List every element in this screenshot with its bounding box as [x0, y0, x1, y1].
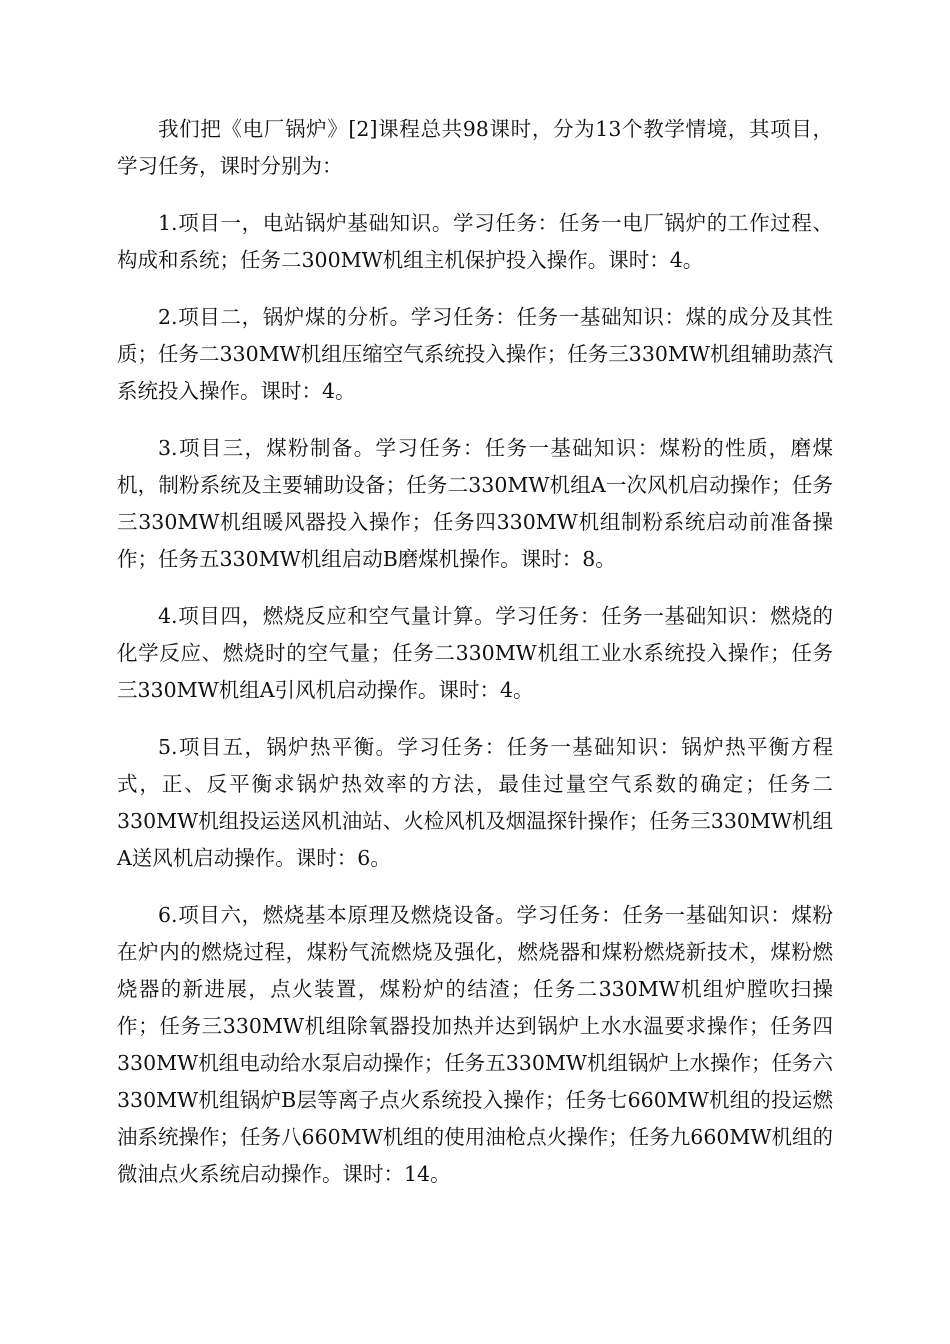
intro-paragraph: 我们把《电厂锅炉》[2]课程总共98课时，分为13个教学情境，其项目，学习任务，课时分别为：: [117, 117, 833, 178]
project-6-paragraph: 6.项目六，燃烧基本原理及燃烧设备。学习任务：任务一基础知识：煤粉在炉内的燃烧过程，煤粉气流燃烧及强化，燃烧器和煤粉燃烧新技术，煤粉燃烧器的新进展，点火装置，煤粉炉的结渣；任务二330MW机组炉膛吹扫操作；任务三330MW机组除氧器投加热并达到锅炉上水水温要求操作；任务四330MW机组电动给水泵启动操作；任务五330MW机组锅炉上水操作；任务六330MW机组锅炉B层等离子点火系统投入操作；任务七660MW机组的投运燃油系统操作；任务八660MW机组的使用油枪点火操作；任务九660MW机组的微油点火系统启动操作。课时：14。: [117, 903, 833, 1186]
document-body: [117, 111, 833, 1213]
project-2-paragraph: 2.项目二，锅炉煤的分析。学习任务：任务一基础知识：煤的成分及其性质；任务二330MW机组压缩空气系统投入操作；任务三330MW机组辅助蒸汽系统投入操作。课时：4。: [117, 305, 833, 403]
project-5-paragraph: 5.项目五，锅炉热平衡。学习任务：任务一基础知识：锅炉热平衡方程式，正、反平衡求锅炉热效率的方法，最佳过量空气系数的确定；任务二330MW机组投运送风机油站、火检风机及烟温探针操作；任务三330MW机组A送风机启动操作。课时：6。: [117, 735, 833, 870]
project-1-paragraph: 1.项目一，电站锅炉基础知识。学习任务：任务一电厂锅炉的工作过程、构成和系统；任务二300MW机组主机保护投入操作。课时：4。: [117, 211, 833, 272]
project-3-paragraph: 3.项目三，煤粉制备。学习任务：任务一基础知识：煤粉的性质，磨煤机，制粉系统及主要辅助设备；任务二330MW机组A一次风机启动操作；任务三330MW机组暖风器投入操作；任务四330MW机组制粉系统启动前准备操作；任务五330MW机组启动B磨煤机操作。课时：8。: [117, 436, 833, 571]
project-4-paragraph: 4.项目四，燃烧反应和空气量计算。学习任务：任务一基础知识：燃烧的化学反应、燃烧时的空气量；任务二330MW机组工业水系统投入操作；任务三330MW机组A引风机启动操作。课时：4。: [117, 604, 833, 702]
